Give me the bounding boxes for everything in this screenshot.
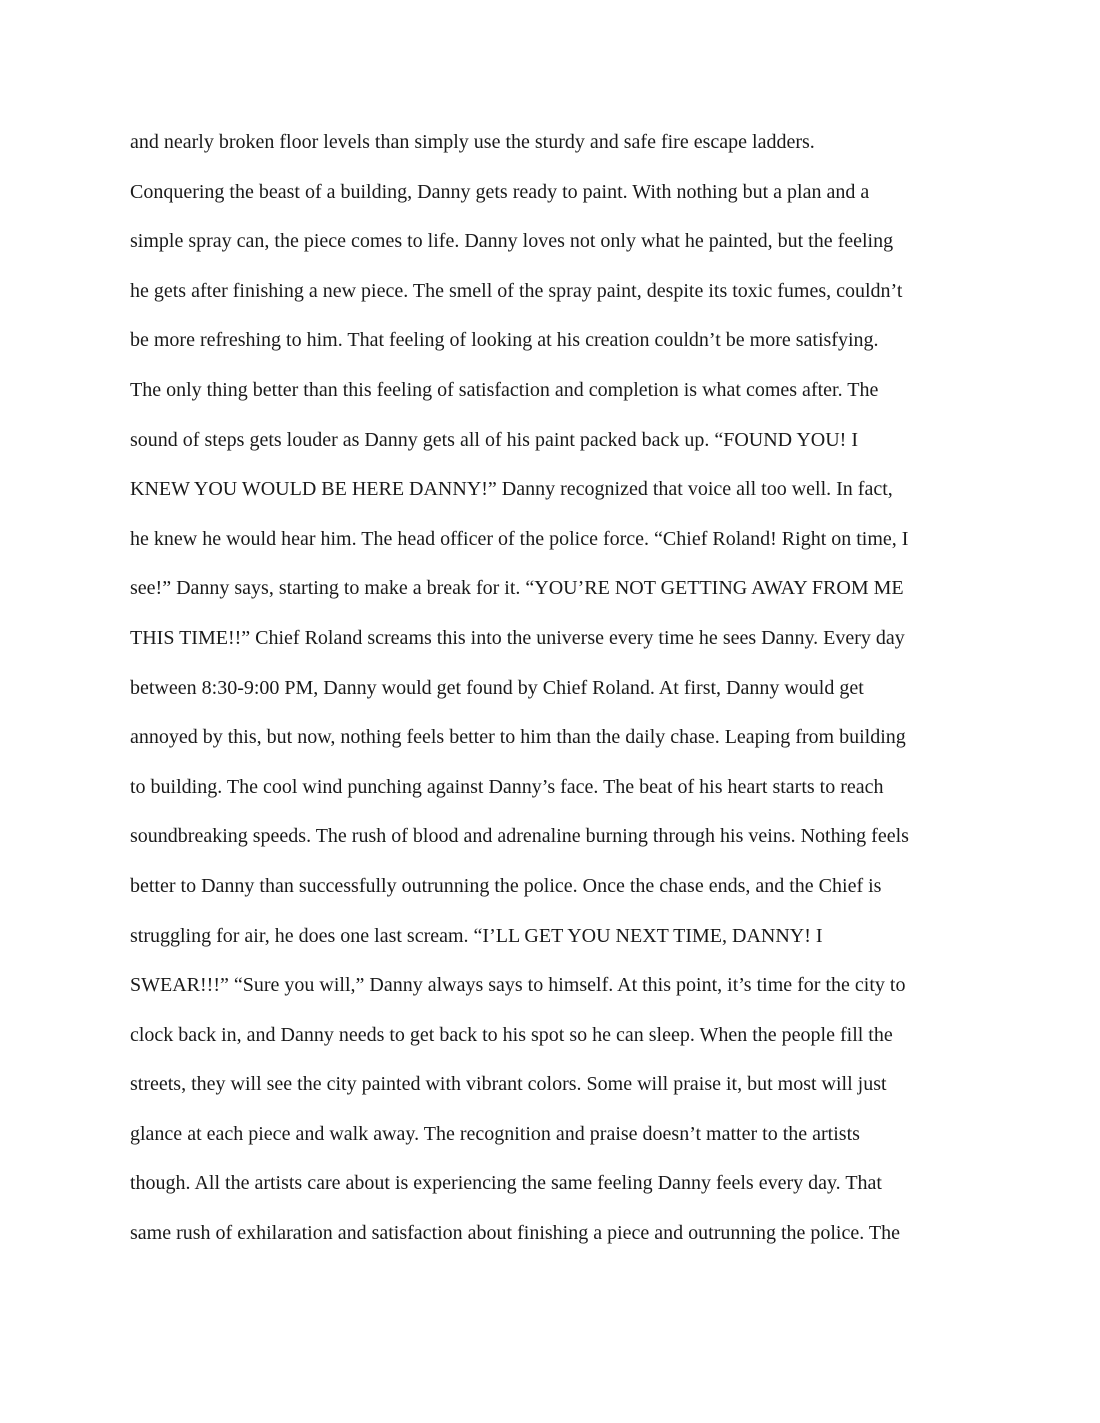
text-line: see!” Danny says, starting to make a break for it. “YOU’RE NOT GETTING AWAY FROM ME [130,577,904,600]
text-line: between 8:30-9:00 PM, Danny would get found by Chief Roland. At first, Danny would get [130,676,864,699]
body-text [130,124,990,1265]
text-line: better to Danny than successfully outrunning the police. Once the chase ends, and the Chief is [130,874,882,897]
text-line: glance at each piece and walk away. The recognition and praise doesn’t matter to the artists [130,1122,860,1145]
text-line: KNEW YOU WOULD BE HERE DANNY!” Danny recognized that voice all too well. In fact, [130,478,893,501]
text-line: to building. The cool wind punching against Danny’s face. The beat of his heart starts to reach [130,775,884,798]
text-line: Conquering the beast of a building, Danny gets ready to paint. With nothing but a plan and a [130,180,870,203]
text-line: same rush of exhilaration and satisfaction about finishing a piece and outrunning the police. The [130,1222,900,1245]
text-line: struggling for air, he does one last scream. “I’LL GET YOU NEXT TIME, DANNY! I [130,924,823,947]
text-line: he gets after finishing a new piece. The smell of the spray paint, despite its toxic fumes, couldn’t [130,279,903,302]
text-line: soundbreaking speeds. The rush of blood and adrenaline burning through his veins. Nothing feels [130,825,909,848]
text-line: simple spray can, the piece comes to life. Danny loves not only what he painted, but the feeling [130,230,894,253]
text-line: clock back in, and Danny needs to get back to his spot so he can sleep. When the people fill the [130,1023,893,1046]
text-line: and nearly broken floor levels than simply use the sturdy and safe fire escape ladders. [130,131,815,153]
text-line: sound of steps gets louder as Danny gets all of his paint packed back up. “FOUND YOU! I [130,428,858,451]
text-line: THIS TIME!!” Chief Roland screams this into the universe every time he sees Danny. Every day [130,626,905,649]
text-line: be more refreshing to him. That feeling of looking at his creation couldn’t be more satisfying. [130,329,879,352]
text-line: though. All the artists care about is experiencing the same feeling Danny feels every day. That [130,1172,882,1195]
text-line: annoyed by this, but now, nothing feels better to him than the daily chase. Leaping from building [130,726,906,749]
text-line: SWEAR!!!” “Sure you will,” Danny always says to himself. At this point, it’s time for the city to [130,974,906,997]
text-line: streets, they will see the city painted with vibrant colors. Some will praise it, but most will just [130,1073,887,1096]
text-line: The only thing better than this feeling of satisfaction and completion is what comes after. The [130,378,879,401]
text-line: he knew he would hear him. The head officer of the police force. “Chief Roland! Right on time, I [130,527,909,550]
